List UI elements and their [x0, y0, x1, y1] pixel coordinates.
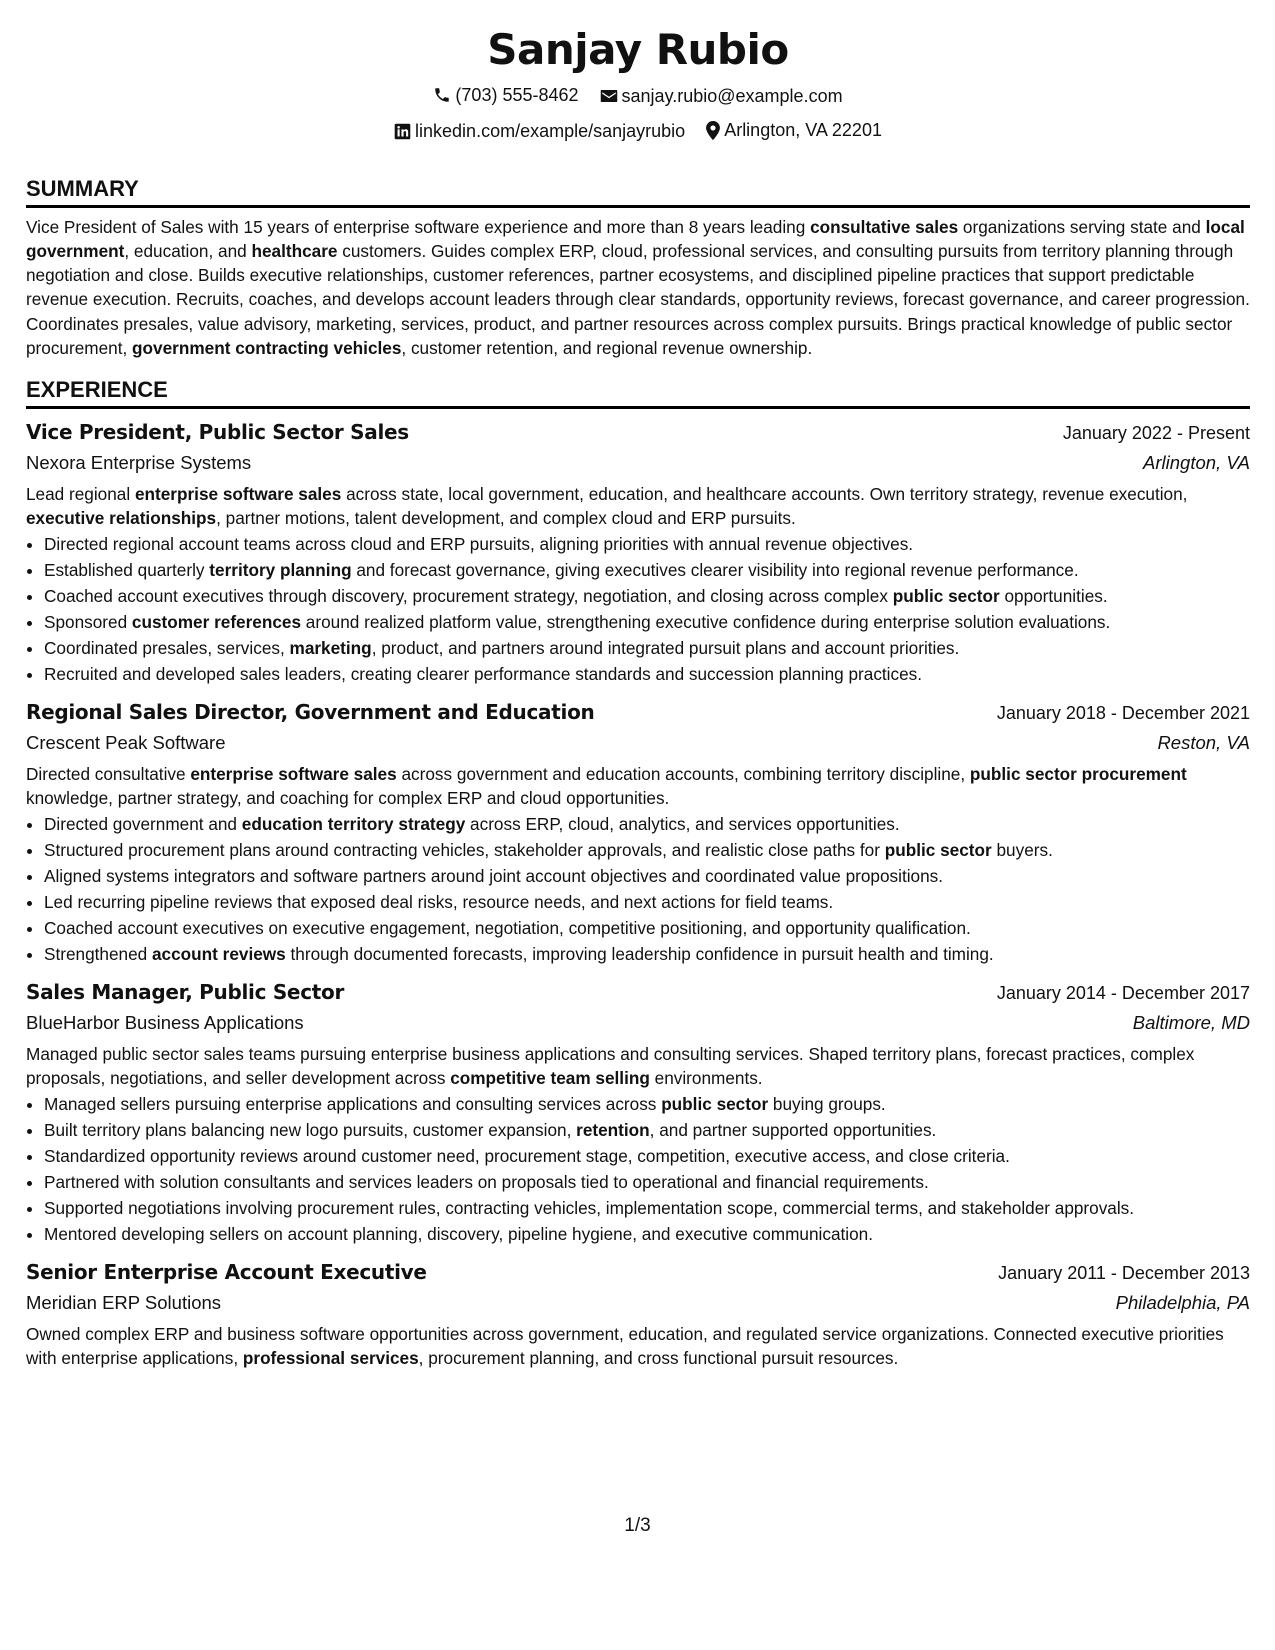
bullet-segment: Recruited and developed sales leaders, creating clearer performance standards and succession planning practices.: [44, 664, 923, 685]
job-description-segment: across government and education accounts, combining territory discipline,: [396, 764, 970, 785]
bullet-segment: Led recurring pipeline reviews that exposed deal risks, resource needs, and next actions for field teams.: [44, 892, 834, 913]
job-title: Regional Sales Director, Government and Education: [26, 700, 595, 725]
linkedin-icon: [394, 123, 411, 140]
job-bullets: [26, 1091, 1250, 1247]
bullet-item: [44, 583, 1250, 609]
bullet-segment: Built territory plans balancing new logo pursuits, customer expansion,: [44, 1120, 577, 1141]
bullet-item: [44, 661, 1250, 687]
job-description: [26, 482, 1250, 530]
job-description: [26, 1322, 1250, 1370]
summary-segment: Vice President of Sales with 15 years of enterprise software experience and more than 8 years leading: [26, 216, 811, 237]
bullet-segment: across ERP, cloud, analytics, and services opportunities.: [465, 814, 900, 835]
bullet-item: [44, 863, 1250, 889]
company-name: Crescent Peak Software: [26, 732, 226, 754]
experience-heading: EXPERIENCE: [26, 376, 1250, 409]
bold-bullet-segment: public sector: [892, 586, 1000, 607]
job-description: [26, 762, 1250, 810]
bullet-item: [44, 915, 1250, 941]
job-title: Sales Manager, Public Sector: [26, 980, 345, 1005]
bullet-segment: Mentored developing sellers on account planning, discovery, pipeline hygiene, and executive communication.: [44, 1224, 874, 1245]
job-description-segment: knowledge, partner strategy, and coaching for complex ERP and cloud opportunities.: [26, 788, 670, 809]
bullet-item: [44, 635, 1250, 661]
phone-icon: [433, 86, 451, 104]
bold-job-description-segment: enterprise software sales: [190, 764, 397, 785]
bullet-segment: Standardized opportunity reviews around customer need, procurement stage, competition, executive access, and close criteria.: [44, 1146, 1010, 1167]
contact-row-secondary: [26, 119, 1250, 145]
bullet-segment: , product, and partners around integrated pursuit plans and account priorities.: [371, 638, 960, 659]
job-description-segment: Lead regional: [26, 484, 135, 505]
bullet-item: [44, 811, 1250, 837]
bold-job-description-segment: competitive team selling: [450, 1068, 650, 1089]
job-title: Senior Enterprise Account Executive: [26, 1260, 427, 1285]
company-name: BlueHarbor Business Applications: [26, 1012, 304, 1034]
job-description-segment: Directed consultative: [26, 764, 191, 785]
candidate-name: Sanjay Rubio: [487, 25, 789, 74]
bullet-segment: Sponsored: [44, 612, 132, 633]
bullet-item: [44, 531, 1250, 557]
bullet-segment: Coached account executives through discovery, procurement strategy, negotiation, and closing across complex: [44, 586, 893, 607]
bold-summary-segment: local government: [26, 216, 1245, 261]
bold-bullet-segment: education territory strategy: [241, 814, 466, 835]
job-location: Baltimore, MD: [1132, 1012, 1250, 1034]
bold-bullet-segment: marketing: [289, 638, 372, 659]
experience-list: [26, 417, 1250, 1370]
job-entry: [26, 1257, 1250, 1370]
job-header: [26, 1257, 1250, 1288]
bullet-item: [44, 1221, 1250, 1247]
job-description-segment: across state, local government, education, and healthcare accounts. Own territory strategy, revenue execution,: [341, 484, 1188, 505]
envelope-icon: [600, 88, 618, 104]
bold-job-description-segment: executive relationships: [26, 508, 217, 529]
bullet-segment: through documented forecasts, improving leadership confidence in pursuit health and timing.: [285, 944, 994, 965]
location-text: Arlington, VA 22201: [724, 120, 882, 140]
bold-bullet-segment: customer references: [131, 612, 302, 633]
bullet-segment: Coordinated presales, services,: [44, 638, 290, 659]
summary-segment: , customer retention, and regional revenue ownership.: [401, 337, 813, 358]
bold-job-description-segment: professional services: [242, 1348, 419, 1369]
job-subheader: [26, 1288, 1250, 1318]
bullet-segment: Coached account executives on executive engagement, negotiation, competitive positioning, and opportunity qualification.: [44, 918, 971, 939]
bold-job-description-segment: enterprise software sales: [134, 484, 342, 505]
linkedin-contact[interactable]: [394, 120, 685, 142]
bullet-segment: Partnered with solution consultants and services leaders on proposals tied to operational and financial requirements.: [44, 1172, 929, 1193]
bold-job-description-segment: public sector procurement: [969, 764, 1187, 785]
job-dates: January 2011 - December 2013: [998, 1263, 1250, 1284]
job-description: [26, 1042, 1250, 1090]
bullet-item: [44, 889, 1250, 915]
summary-segment: , education, and: [124, 240, 252, 261]
job-subheader: [26, 448, 1250, 478]
bullet-item: [44, 1143, 1250, 1169]
summary-heading: SUMMARY: [26, 175, 1250, 208]
email-text[interactable]: sanjay.rubio@example.com: [621, 86, 843, 106]
job-header: [26, 417, 1250, 448]
phone-contact: [433, 84, 578, 106]
location-contact: [706, 119, 882, 141]
job-bullets: [26, 811, 1250, 967]
bullet-segment: Directed government and: [44, 814, 242, 835]
bold-bullet-segment: public sector: [884, 840, 992, 861]
job-header: [26, 697, 1250, 728]
job-dates: January 2022 - Present: [1062, 423, 1250, 444]
bullet-item: [44, 837, 1250, 863]
bullet-segment: buying groups.: [768, 1094, 886, 1115]
job-subheader: [26, 1008, 1250, 1038]
job-description-segment: , partner motions, talent development, and complex cloud and ERP pursuits.: [216, 508, 796, 529]
job-entry: [26, 697, 1250, 967]
job-dates: January 2018 - December 2021: [996, 703, 1250, 724]
job-location: Philadelphia, PA: [1115, 1292, 1250, 1314]
bullet-item: [44, 1169, 1250, 1195]
job-description-segment: Owned complex ERP and business software opportunities across government, education, and regulated service organizations. Connected executive priorities with enterprise applications,: [26, 1324, 1224, 1369]
bold-summary-segment: healthcare: [251, 240, 338, 261]
bullet-item: [44, 557, 1250, 583]
bullet-segment: Structured procurement plans around contracting vehicles, stakeholder approvals, and realistic close paths for: [44, 840, 885, 861]
summary-segment: customers. Guides complex ERP, cloud, professional services, and consulting pursuits from territory planning through negotiation and close. Builds executive relationships, customer references, partner ecosystems, and disciplined pipeline practices that support predictable revenue execution. Recruits, coaches, and develops account leaders through clear standards, opportunity reviews, forecast governance, and career progression. Coordinates presales, value advisory, marketing, services, product, and partner resources across complex pursuits. Brings practical knowledge of public sector procurement,: [26, 240, 1250, 358]
bold-summary-segment: government contracting vehicles: [132, 337, 402, 358]
bold-summary-segment: consultative sales: [810, 216, 959, 237]
bullet-segment: Supported negotiations involving procurement rules, contracting vehicles, implementation scope, commercial terms, and stakeholder approvals.: [44, 1198, 1135, 1219]
bold-bullet-segment: public sector: [661, 1094, 769, 1115]
summary-text: [26, 215, 1250, 361]
bold-bullet-segment: territory planning: [209, 560, 352, 581]
company-name: Nexora Enterprise Systems: [26, 452, 252, 474]
job-subheader: [26, 728, 1250, 758]
job-description-segment: environments.: [649, 1068, 763, 1089]
phone-text: (703) 555-8462: [455, 85, 579, 105]
linkedin-text[interactable]: linkedin.com/example/sanjayrubio: [415, 121, 686, 141]
bullet-item: [44, 941, 1250, 967]
company-name: Meridian ERP Solutions: [26, 1292, 222, 1314]
summary-segment: organizations serving state and: [958, 216, 1206, 237]
resume-page: [26, 0, 1250, 1370]
bullet-item: [44, 1091, 1250, 1117]
job-bullets: [26, 531, 1250, 687]
bullet-item: [44, 1195, 1250, 1221]
bullet-segment: around realized platform value, strengthening executive confidence during enterprise solution evaluations.: [301, 612, 1111, 633]
bullet-segment: Established quarterly: [44, 560, 210, 581]
bullet-segment: Directed regional account teams across cloud and ERP pursuits, aligning priorities with annual revenue objectives.: [44, 534, 914, 555]
bullet-item: [44, 609, 1250, 635]
job-location: Reston, VA: [1157, 732, 1250, 754]
job-header: [26, 977, 1250, 1008]
bullet-segment: Managed sellers pursuing enterprise applications and consulting services across: [44, 1094, 662, 1115]
job-description-segment: , procurement planning, and cross functional pursuit resources.: [418, 1348, 899, 1369]
map-pin-icon: [706, 121, 720, 140]
bullet-segment: opportunities.: [999, 586, 1108, 607]
job-entry: [26, 417, 1250, 687]
bullet-segment: Aligned systems integrators and software partners around joint account objectives and coordinated value propositions.: [44, 866, 944, 887]
bullet-segment: and forecast governance, giving executives clearer visibility into regional revenue performance.: [351, 560, 1079, 581]
job-location: Arlington, VA: [1143, 452, 1250, 474]
job-description-segment: Managed public sector sales teams pursuing enterprise business applications and consulting services. Shaped territory plans, forecast practices, complex proposals, negotiations, and seller development across: [26, 1044, 1195, 1089]
page-number: 1/3: [624, 1515, 651, 1536]
email-contact[interactable]: [600, 85, 843, 107]
contact-row-primary: [26, 84, 1250, 109]
bold-bullet-segment: account reviews: [151, 944, 286, 965]
job-dates: January 2014 - December 2017: [996, 983, 1250, 1004]
bullet-segment: , and partner supported opportunities.: [649, 1120, 937, 1141]
job-title: Vice President, Public Sector Sales: [26, 420, 409, 445]
bullet-segment: buyers.: [991, 840, 1053, 861]
bullet-item: [44, 1117, 1250, 1143]
job-entry: [26, 977, 1250, 1247]
bold-bullet-segment: retention: [576, 1120, 650, 1141]
bullet-segment: Strengthened: [44, 944, 152, 965]
